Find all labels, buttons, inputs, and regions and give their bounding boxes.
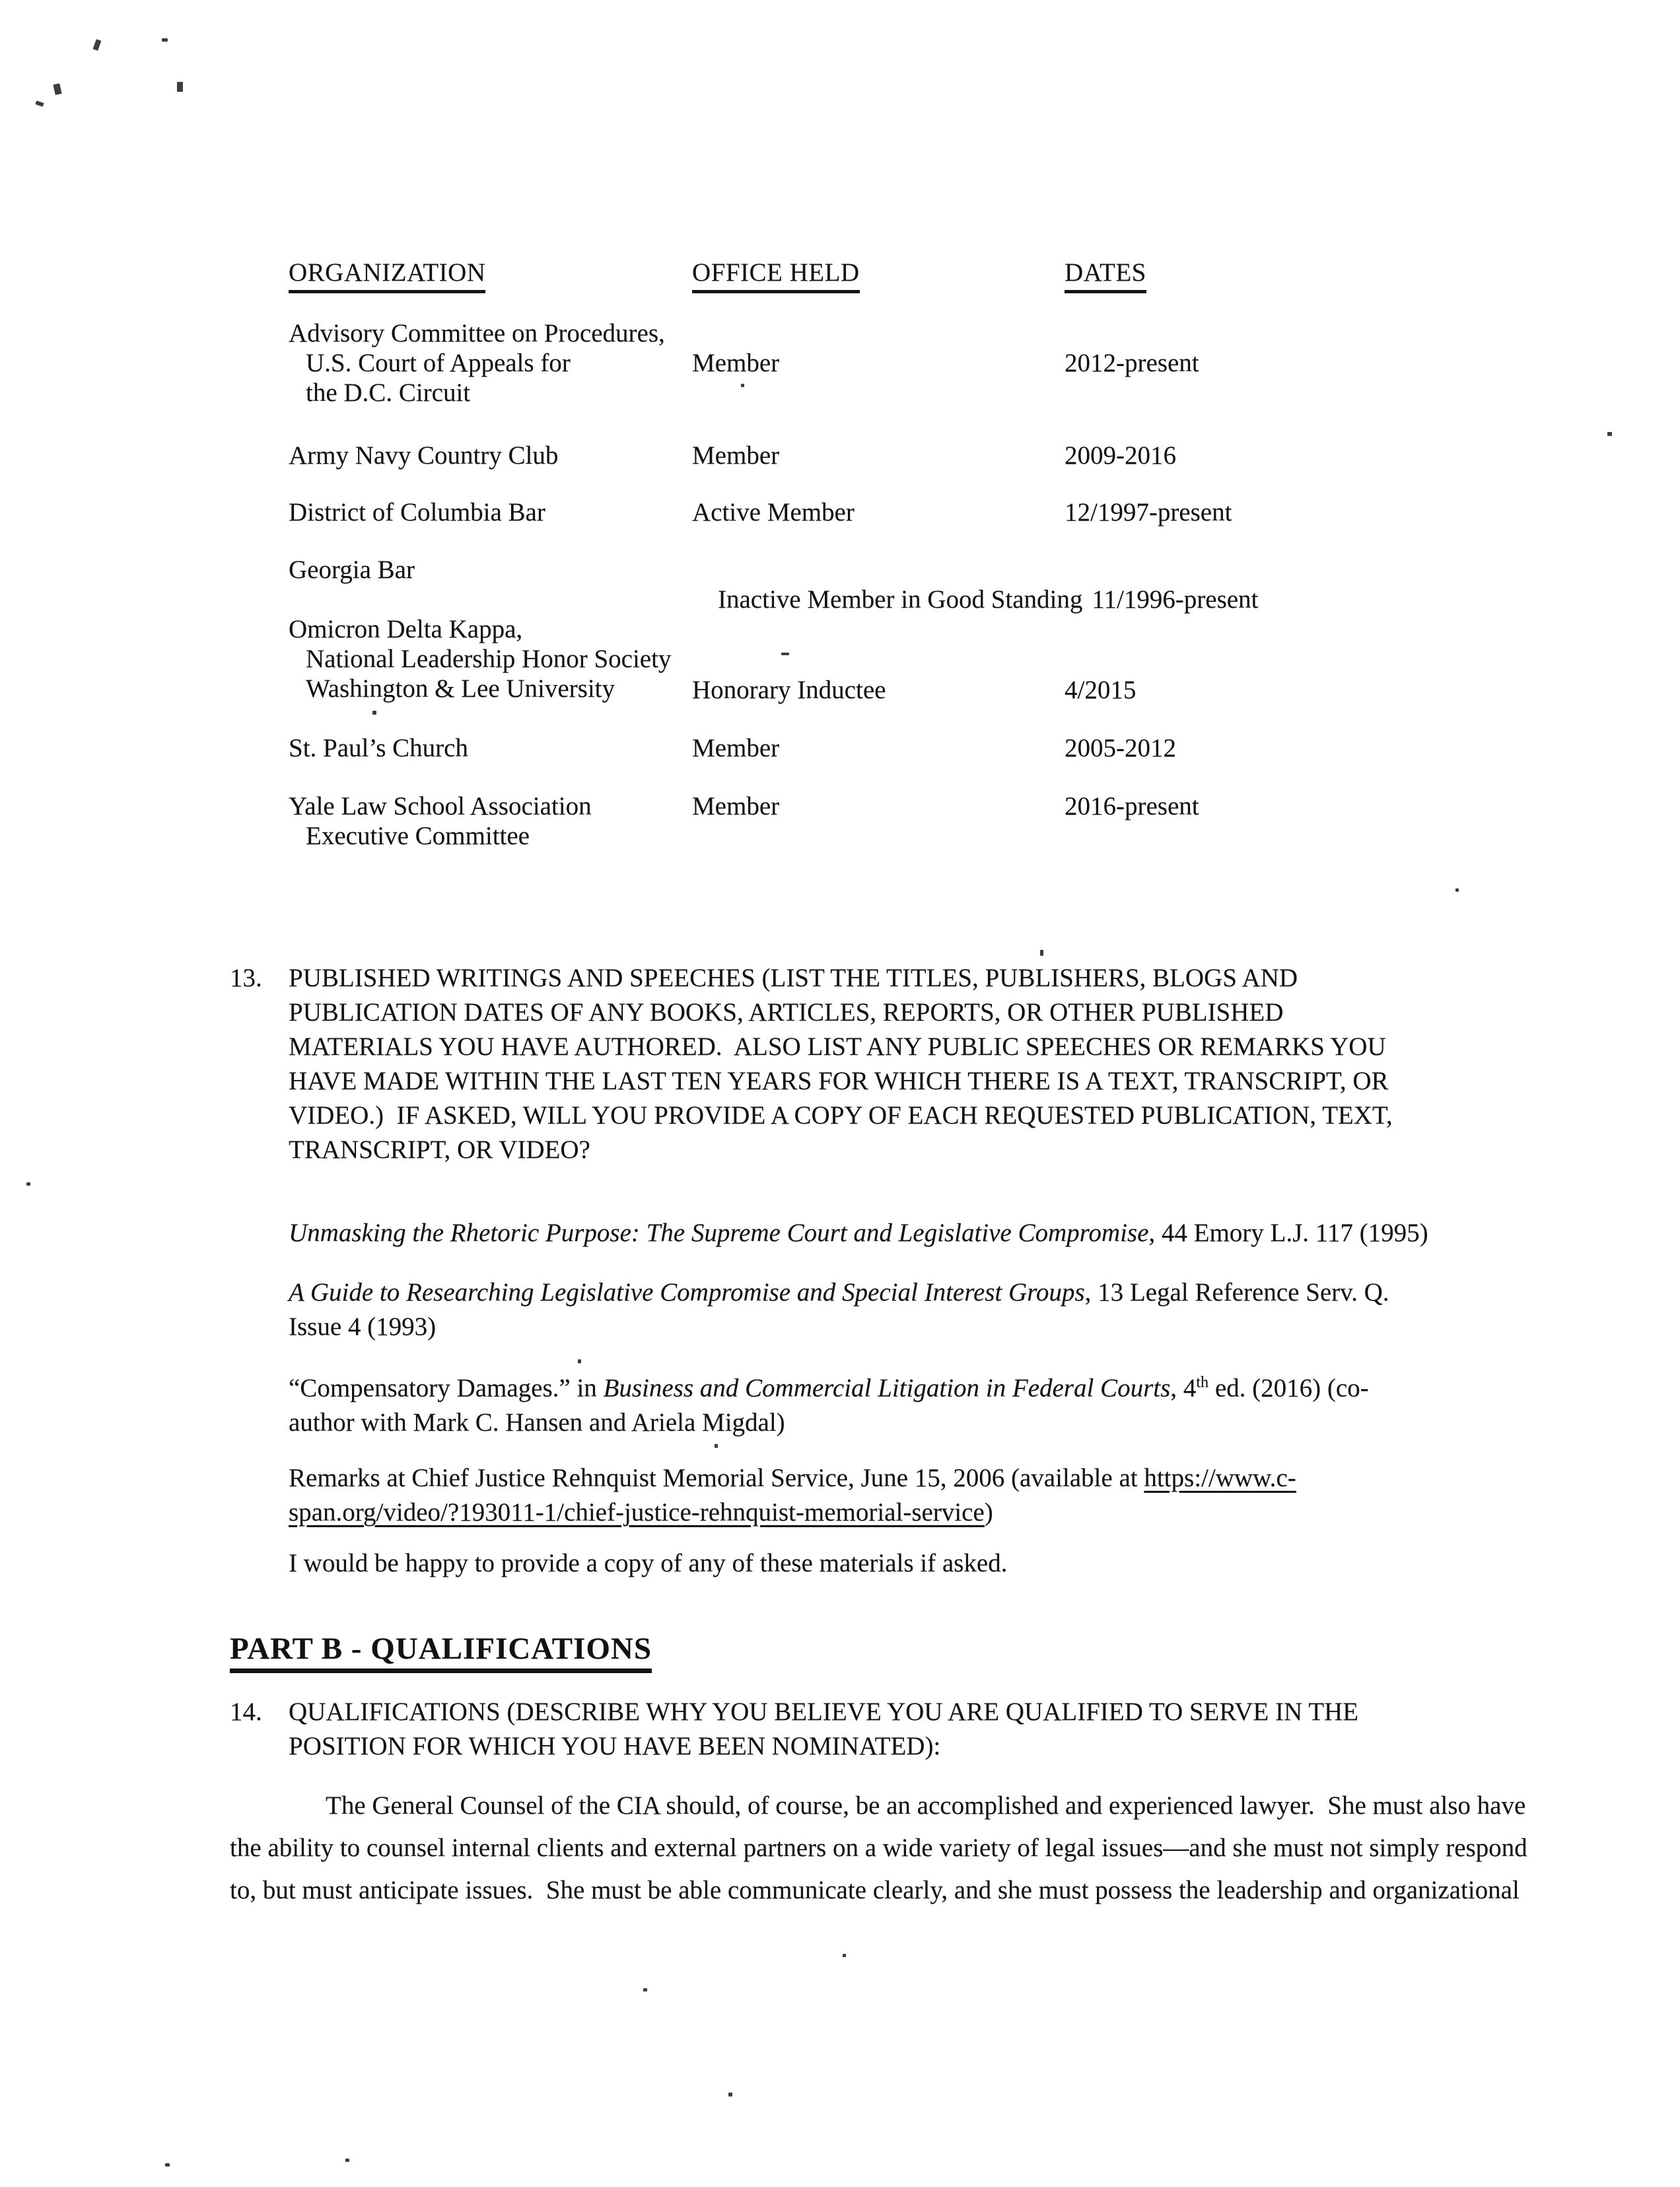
part-b-heading (230, 1630, 652, 1667)
item-13-question: PUBLISHED WRITINGS AND SPEECHES (LIST THE TITLES, PUBLISHERS, BLOGS AND PUBLICATION DATES OF ANY BOOKS, ARTICLES, REPORTS, OR OTHER PUBLISHED MATERIALS YOU HAVE AUTHORED. ALSO LIST ANY PUBLIC SPEECHES OR REMARKS YOU HAVE MADE WITHIN THE LAST TEN YEARS FOR WHICH THERE IS A TEXT, TRANSCRIPT, OR VIDEO.) IF ASKED, WILL YOU PROVIDE A COPY OF EACH REQUESTED PUBLICATION, TEXT, TRANSCRIPT, OR VIDEO? (289, 964, 1393, 1164)
table-row-organization: District of Columbia Bar (289, 498, 545, 526)
column-header-office-held (692, 258, 860, 287)
table-row-organization: Advisory Committee on Procedures, U.S. Court of Appeals for the D.C. Circuit (289, 319, 665, 407)
qualifications-paragraph: The General Counsel of the CIA should, of course, be an accomplished and experienced lawyer. She must also have the ability to counsel internal clients and external partners on a wide variety of legal issues—and she must not simply respond to, but must anticipate issues. She must be able communicate clearly, and she must possess the leadership and organizational (230, 1791, 1527, 1904)
table-row-organization: Yale Law School Association Executive Committee (289, 792, 592, 850)
table-row-office: Member (692, 792, 780, 820)
scan-speck (1455, 888, 1459, 892)
scan-speck (728, 2093, 732, 2097)
table-row-office: Inactive Member in Good Standing (718, 585, 1083, 614)
scan-speck (165, 2163, 170, 2167)
table-row-dates: 12/1997-present (1065, 498, 1232, 526)
scan-speck (843, 1954, 846, 1957)
table-row-office: Active Member (692, 498, 855, 526)
table-row-organization: St. Paul’s Church (289, 734, 468, 762)
table-row-dates: 4/2015 (1065, 676, 1137, 704)
publication-entry: A Guide to Researching Legislative Compromise and Special Interest Groups, 13 Legal Reference Serv. Q. Issue 4 (1993) (289, 1278, 1389, 1341)
table-row-office: Honorary Inductee (692, 676, 886, 704)
item-14-question: QUALIFICATIONS (DESCRIBE WHY YOU BELIEVE YOU ARE QUALIFIED TO SERVE IN THE POSITION FOR WHICH YOU HAVE BEEN NOMINATED): (289, 1698, 1359, 1760)
scan-speck (162, 38, 168, 42)
table-row-office: Member (692, 441, 780, 470)
table-row-organization: Army Navy Country Club (289, 441, 559, 470)
scan-speck (1040, 950, 1043, 956)
scan-speck (715, 1444, 718, 1448)
scan-speck (177, 82, 183, 92)
table-row-dates: 2012-present (1065, 349, 1199, 377)
column-header-office-held-label: OFFICE HELD (692, 258, 860, 293)
table-row-office-dates (692, 555, 1258, 644)
table-row-organization: Omicron Delta Kappa, National Leadership Honor Society Washington & Lee University (289, 615, 672, 703)
scan-speck (578, 1359, 581, 1363)
part-b-heading-label: PART B - QUALIFICATIONS (230, 1631, 652, 1673)
scan-speck (26, 1182, 30, 1186)
materials-offer-line: I would be happy to provide a copy of any of these materials if asked. (289, 1549, 1008, 1577)
scan-speck (372, 711, 376, 715)
table-row-office: Member (692, 349, 780, 377)
scan-speck (1607, 432, 1612, 436)
column-header-organization (289, 258, 485, 287)
table-row-office: Member (692, 734, 780, 762)
table-row-organization: Georgia Bar (289, 556, 415, 584)
table-row-dates: 2009-2016 (1065, 441, 1176, 470)
table-row-dates: 11/1996-present (1092, 585, 1259, 614)
scan-speck (53, 83, 61, 95)
scan-speck (93, 39, 102, 51)
column-header-dates-label: DATES (1065, 258, 1146, 293)
item-13-number: 13. (230, 964, 262, 992)
scan-speck (741, 384, 744, 387)
column-header-organization-label: ORGANIZATION (289, 258, 485, 293)
scan-speck (643, 1988, 647, 1991)
publication-entry: “Compensatory Damages.” in Business and Commercial Litigation in Federal Courts, 4th ed. (2016) (co- author with Mark C. Hansen and Ariela Migdal) (289, 1373, 1369, 1437)
publication-entry c-span-link: Remarks at Chief Justice Rehnquist Memorial Service, June 15, 2006 (available at https://www.c- span.org/video/?193011-1/chief-justice-rehnquist-memorial-service) (289, 1464, 1296, 1526)
publication-entry: Unmasking the Rhetoric Purpose: The Supreme Court and Legislative Compromise, 44 Emory L.J. 117 (1995) (289, 1219, 1428, 1247)
table-row-dates: 2005-2012 (1065, 734, 1176, 762)
column-header-dates (1065, 258, 1146, 287)
scan-speck (781, 653, 789, 655)
scan-speck (345, 2159, 349, 2162)
table-row-dates: 2016-present (1065, 792, 1199, 820)
scan-speck (35, 100, 44, 106)
item-14-number: 14. (230, 1698, 262, 1726)
